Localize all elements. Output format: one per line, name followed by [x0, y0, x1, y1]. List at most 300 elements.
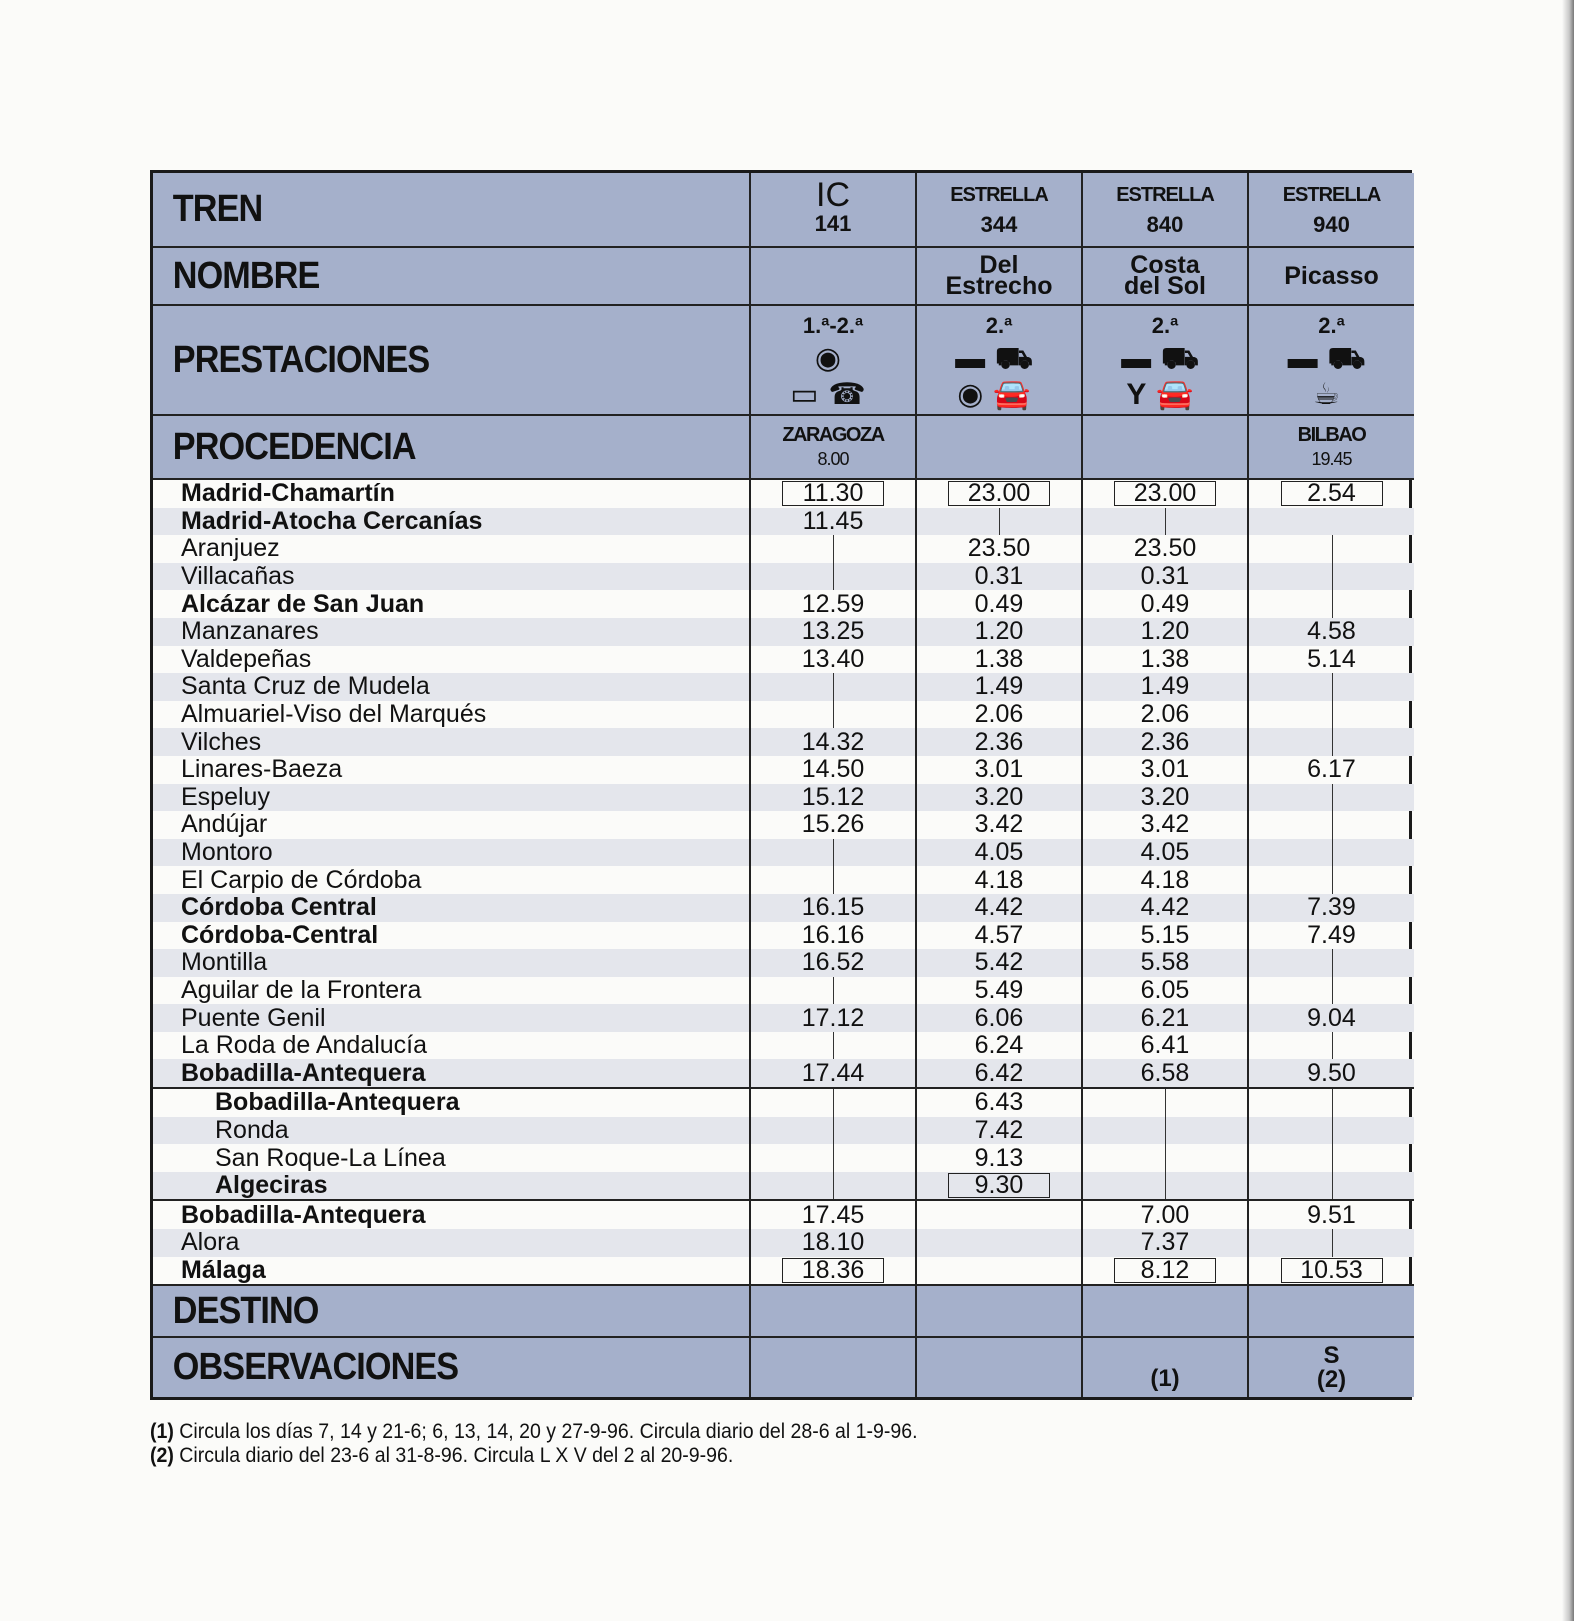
train-type: ESTRELLA: [950, 183, 1048, 206]
station-name: Alcázar de San Juan: [181, 590, 425, 618]
row-prestaciones: [153, 305, 1414, 415]
services-col-4: [1248, 305, 1414, 415]
time-cell: [1248, 1200, 1414, 1229]
departure-time: 0.31: [974, 562, 1024, 591]
station-name: Villacañas: [153, 563, 750, 591]
footnote-text: Circula los días 7, 14 y 21-6; 6, 13, 14, 20 y 27-9-96. Circula diario del 28-6 al 1-9-96.: [179, 1420, 918, 1443]
departure-time: 6.24: [974, 1031, 1024, 1060]
time-cell: [1082, 508, 1248, 536]
station-name: La Roda de Andalucía: [181, 1031, 428, 1060]
phone-icon: ☎: [828, 378, 876, 411]
footnote-marker: (1): [150, 1420, 174, 1443]
station-row: [153, 894, 1414, 922]
origin-col-3: [1082, 415, 1248, 479]
time-cell: [750, 922, 916, 950]
departure-time: 7.39: [1307, 893, 1356, 922]
time-cell: [1248, 1144, 1414, 1172]
station-row: [153, 1200, 1414, 1229]
train-name-line: del Sol: [1124, 272, 1206, 300]
time-cell: [1248, 728, 1414, 756]
row-tren: [153, 173, 1414, 247]
row-observaciones: [153, 1337, 1414, 1397]
time-cell: [1248, 811, 1414, 839]
time-cell: [750, 1257, 916, 1286]
time-cell: [916, 811, 1082, 839]
time-cell: [1082, 563, 1248, 591]
time-cell: [750, 1229, 916, 1257]
time-cell: [1082, 784, 1248, 812]
header-tren: [153, 173, 750, 247]
station-name: Almuariel-Viso del Marqués: [181, 700, 487, 729]
departure-time: 9.50: [1307, 1058, 1356, 1087]
station-name: Linares-Baeza: [181, 755, 343, 784]
passes-without-stopping-line: [999, 508, 1000, 536]
passes-without-stopping-line: [1332, 535, 1333, 563]
station-row: [153, 1059, 1414, 1088]
header-nombre: [153, 247, 750, 305]
station-row: [153, 535, 1414, 563]
footnote-2: [150, 1444, 918, 1468]
departure-time: 12.59: [801, 589, 865, 618]
time-cell: [1248, 949, 1414, 977]
station-name: Aranjuez: [181, 535, 280, 563]
station-row: [153, 1172, 1414, 1201]
station-row: [153, 1144, 1414, 1172]
time-cell: [1082, 535, 1248, 563]
departure-time: 17.45: [801, 1200, 865, 1229]
departure-time: 8.12: [1114, 1258, 1216, 1283]
time-cell: [750, 1117, 916, 1145]
station-row: [153, 811, 1414, 839]
time-cell: [1248, 922, 1414, 950]
train-name-line: Estrecho: [945, 272, 1053, 300]
time-cell: [1248, 1088, 1414, 1117]
time-cell: [916, 618, 1082, 646]
stations-body: [153, 479, 1414, 1285]
time-cell: [750, 1032, 916, 1060]
obs-ref: (1): [1150, 1365, 1180, 1393]
departure-time: 3.01: [1140, 755, 1190, 784]
time-cell: [1248, 784, 1414, 812]
time-cell: [1082, 894, 1248, 922]
obs-ref: (2): [1316, 1365, 1347, 1393]
departure-time: 1.38: [1140, 644, 1190, 673]
departure-time: 5.42: [974, 948, 1024, 977]
train-number: 840: [1146, 211, 1184, 237]
time-cell: [750, 839, 916, 867]
time-cell: [916, 1088, 1082, 1117]
train-col-1: [750, 173, 916, 247]
departure-time: 23.50: [1133, 534, 1197, 563]
time-cell: [1248, 894, 1414, 922]
train-class: 2.ª: [1151, 313, 1179, 338]
departure-time: 11.30: [782, 481, 884, 506]
passes-without-stopping-line: [1332, 673, 1333, 701]
train-class: 2.ª: [1318, 313, 1345, 338]
row-destino: [153, 1285, 1414, 1337]
station-name: Bobadilla-Antequera: [153, 1200, 750, 1229]
time-cell: [1082, 728, 1248, 756]
station-name: Santa Cruz de Mudela: [153, 673, 750, 701]
departure-time: 3.42: [1140, 810, 1190, 839]
departure-time: 17.12: [801, 1003, 865, 1032]
station-name: Valdepeñas: [181, 645, 312, 673]
departure-time: 7.42: [974, 1115, 1024, 1144]
time-cell: [1082, 1004, 1248, 1032]
origin-time: 8.00: [817, 449, 849, 469]
passes-without-stopping-line: [833, 1089, 834, 1117]
time-cell: [1082, 1117, 1248, 1145]
departure-time: 6.42: [974, 1058, 1024, 1087]
station-name: Madrid-Chamartín: [181, 479, 395, 508]
origin-col-1: [750, 415, 916, 479]
station-name: Espeluy: [153, 784, 750, 812]
passes-without-stopping-line: [1332, 1229, 1333, 1257]
time-cell: [750, 1200, 916, 1229]
departure-time: 2.06: [1140, 700, 1190, 729]
time-cell: [1248, 839, 1414, 867]
departure-time: 5.15: [1140, 920, 1190, 949]
time-cell: [1248, 590, 1414, 618]
departure-time: 2.36: [974, 727, 1024, 756]
time-cell: [1248, 1229, 1414, 1257]
time-cell: [750, 728, 916, 756]
time-cell: [1082, 590, 1248, 618]
time-cell: [750, 563, 916, 591]
departure-time: 4.18: [1140, 865, 1190, 894]
train-name: [1248, 247, 1414, 305]
passes-without-stopping-line: [1165, 508, 1166, 536]
origin-col-2: [916, 415, 1082, 479]
time-cell: [1248, 866, 1414, 894]
departure-time: 6.58: [1140, 1058, 1190, 1087]
time-cell: [916, 1200, 1082, 1229]
time-cell: [1082, 1144, 1248, 1172]
train-class: 1.ª-2.ª: [802, 313, 864, 338]
departure-time: 23.00: [1114, 481, 1216, 506]
sleeper-icon: ⛟: [995, 342, 1043, 375]
station-row: [153, 479, 1414, 508]
time-cell: [1082, 977, 1248, 1005]
origin-col-4: [1248, 415, 1414, 479]
time-cell: [750, 784, 916, 812]
time-cell: [916, 563, 1082, 591]
time-cell: [1248, 1257, 1414, 1286]
time-cell: [750, 535, 916, 563]
station-row: [153, 508, 1414, 536]
services-col-1: [750, 305, 916, 415]
departure-time: 17.44: [801, 1058, 865, 1087]
time-cell: [916, 535, 1082, 563]
station-name: Córdoba Central: [153, 894, 750, 922]
station-name: Manzanares: [153, 618, 750, 646]
time-cell: [1248, 673, 1414, 701]
passes-without-stopping-line: [1165, 1144, 1166, 1172]
train-number: 940: [1313, 211, 1350, 237]
station-row: [153, 646, 1414, 674]
time-cell: [916, 728, 1082, 756]
departure-time: 6.43: [974, 1088, 1024, 1117]
departure-time: 3.20: [1140, 782, 1190, 811]
passes-without-stopping-line: [833, 701, 834, 729]
time-cell: [1248, 479, 1414, 508]
time-cell: [1082, 1229, 1248, 1257]
passes-without-stopping-line: [1332, 1172, 1333, 1200]
time-cell: [750, 1172, 916, 1201]
station-row: [153, 839, 1414, 867]
destino-cell: [750, 1285, 916, 1337]
passes-without-stopping-line: [833, 977, 834, 1005]
train-name-line: Picasso: [1284, 261, 1379, 290]
cafeteria-icon: ☕: [1313, 378, 1350, 411]
sleeper-icon: ⛟: [1161, 342, 1209, 375]
station-row: [153, 866, 1414, 894]
departure-time: 6.06: [974, 1003, 1024, 1032]
station-row: [153, 756, 1414, 784]
train-name: [1082, 247, 1248, 305]
time-cell: [750, 811, 916, 839]
passes-without-stopping-line: [833, 673, 834, 701]
station-row: [153, 563, 1414, 591]
bar-icon: Y: [1126, 378, 1157, 411]
time-cell: [1082, 811, 1248, 839]
label-destino: DESTINO: [172, 1289, 319, 1332]
station-name: Montoro: [153, 839, 750, 867]
passes-without-stopping-line: [1332, 811, 1333, 839]
time-cell: [1248, 646, 1414, 674]
time-cell: [750, 508, 916, 536]
station-name: Aguilar de la Frontera: [181, 976, 422, 1004]
station-row: [153, 1257, 1414, 1286]
time-cell: [1248, 535, 1414, 563]
departure-time: 2.06: [974, 700, 1024, 729]
station-name: Algeciras: [153, 1172, 750, 1201]
time-cell: [916, 1172, 1082, 1201]
time-cell: [1248, 977, 1414, 1005]
departure-time: 6.41: [1140, 1031, 1190, 1060]
station-name: Alora: [153, 1229, 750, 1257]
time-cell: [916, 756, 1082, 784]
train-class: 2.ª: [985, 313, 1013, 338]
time-cell: [916, 839, 1082, 867]
time-cell: [750, 590, 916, 618]
time-cell: [750, 977, 916, 1005]
departure-time: 16.52: [801, 948, 865, 977]
time-cell: [916, 866, 1082, 894]
departure-time: 15.26: [801, 810, 865, 839]
time-cell: [916, 1032, 1082, 1060]
label-tren: TREN: [172, 188, 263, 230]
departure-time: 11.45: [802, 506, 864, 535]
time-cell: [750, 618, 916, 646]
departure-time: 5.14: [1307, 644, 1356, 673]
footnotes: [150, 1420, 918, 1468]
services-col-3: [1082, 305, 1248, 415]
station-name: El Carpio de Córdoba: [181, 866, 422, 894]
station-row: [153, 590, 1414, 618]
destino-cell: [1082, 1285, 1248, 1337]
time-cell: [916, 1117, 1082, 1145]
timetable: [150, 170, 1412, 1400]
passes-without-stopping-line: [833, 866, 834, 894]
destino-cell: [916, 1285, 1082, 1337]
services-icons: [751, 341, 915, 413]
time-cell: [1248, 1004, 1414, 1032]
passes-without-stopping-line: [1165, 1172, 1166, 1200]
time-cell: [1082, 1088, 1248, 1117]
time-cell: [1248, 563, 1414, 591]
time-cell: [1248, 756, 1414, 784]
car-transport-icon: 🚘: [993, 378, 1041, 411]
time-cell: [1082, 1032, 1248, 1060]
passes-without-stopping-line: [1332, 949, 1333, 977]
time-cell: [750, 1088, 916, 1117]
footnote-marker: (2): [150, 1444, 174, 1467]
station-row: [153, 1229, 1414, 1257]
tv-icon: ▭: [790, 378, 829, 411]
station-name: San Roque-La Línea: [215, 1144, 446, 1172]
time-cell: [916, 701, 1082, 729]
time-cell: [916, 646, 1082, 674]
time-cell: [1082, 479, 1248, 508]
services-col-2: [916, 305, 1082, 415]
restaurant-icon: ◉: [814, 342, 852, 375]
time-cell: [1248, 1032, 1414, 1060]
departure-time: 9.51: [1307, 1200, 1356, 1229]
passes-without-stopping-line: [1165, 1089, 1166, 1117]
passes-without-stopping-line: [833, 535, 834, 563]
obs-ref: S: [1323, 1341, 1340, 1369]
time-cell: [1248, 701, 1414, 729]
services-icons: [1083, 341, 1247, 413]
label-prestaciones: PRESTACIONES: [172, 338, 430, 381]
departure-time: 4.05: [1140, 838, 1190, 867]
train-col-3: [1082, 173, 1248, 247]
station-row: [153, 728, 1414, 756]
time-cell: [916, 673, 1082, 701]
car-transport-icon: 🚘: [1156, 378, 1204, 411]
train-type: IC: [816, 175, 850, 214]
station-row: [153, 784, 1414, 812]
departure-time: 10.53: [1281, 1258, 1383, 1283]
departure-time: 14.50: [801, 755, 865, 784]
departure-time: 2.36: [1140, 727, 1190, 756]
header-destino: [153, 1285, 750, 1337]
passes-without-stopping-line: [833, 839, 834, 867]
station-name: Ronda: [153, 1117, 750, 1145]
departure-time: 1.20: [1140, 617, 1190, 646]
time-cell: [1082, 1059, 1248, 1088]
services-icons: [1249, 341, 1414, 413]
departure-time: 3.20: [974, 782, 1024, 811]
departure-time: 14.32: [801, 727, 865, 756]
time-cell: [916, 479, 1082, 508]
departure-time: 0.49: [974, 589, 1024, 618]
train-number: 344: [980, 211, 1018, 237]
station-row: [153, 949, 1414, 977]
time-cell: [1082, 839, 1248, 867]
time-cell: [916, 590, 1082, 618]
passes-without-stopping-line: [1332, 839, 1333, 867]
departure-time: 4.42: [1140, 893, 1190, 922]
station-row: [153, 673, 1414, 701]
train-col-4: [1248, 173, 1414, 247]
departure-time: 16.15: [801, 893, 865, 922]
timetable-table: [153, 173, 1414, 1397]
restaurant-icon: ◉: [957, 378, 994, 411]
passes-without-stopping-line: [1165, 1117, 1166, 1145]
passes-without-stopping-line: [1332, 866, 1333, 894]
time-cell: [750, 673, 916, 701]
departure-time: 6.21: [1140, 1003, 1190, 1032]
departure-time: 6.17: [1307, 755, 1356, 784]
train-name: [750, 247, 916, 305]
departure-time: 13.25: [801, 617, 865, 646]
departure-time: 4.57: [974, 920, 1024, 949]
time-cell: [1082, 756, 1248, 784]
time-cell: [916, 1059, 1082, 1088]
obs-cell: [1082, 1337, 1248, 1397]
time-cell: [750, 701, 916, 729]
destino-cell: [1248, 1285, 1414, 1337]
time-cell: [916, 1257, 1082, 1286]
departure-time: 5.58: [1140, 948, 1190, 977]
sleeper-icon: ⛟: [1327, 342, 1376, 375]
label-nombre: NOMBRE: [172, 254, 320, 297]
footnote-text: Circula diario del 23-6 al 31-8-96. Circula L X V del 2 al 20-9-96.: [179, 1444, 734, 1467]
page-edge: [1562, 0, 1574, 1621]
passes-without-stopping-line: [1332, 1144, 1333, 1172]
passes-without-stopping-line: [833, 1144, 834, 1172]
passes-without-stopping-line: [833, 1117, 834, 1145]
origin-city: BILBAO: [1297, 424, 1366, 446]
time-cell: [916, 949, 1082, 977]
time-cell: [750, 1004, 916, 1032]
time-cell: [916, 508, 1082, 536]
time-cell: [916, 784, 1082, 812]
couchette-icon: ▬: [1121, 342, 1162, 375]
station-name: Vilches: [153, 728, 750, 756]
time-cell: [1082, 866, 1248, 894]
departure-time: 18.10: [801, 1228, 865, 1257]
time-cell: [1082, 1257, 1248, 1286]
departure-time: 4.42: [974, 893, 1024, 922]
departure-time: 1.38: [974, 644, 1024, 673]
passes-without-stopping-line: [1332, 784, 1333, 812]
time-cell: [1082, 922, 1248, 950]
passes-without-stopping-line: [1332, 1032, 1333, 1060]
time-cell: [1082, 673, 1248, 701]
train-type: ESTRELLA: [1116, 183, 1214, 206]
header-observaciones: [153, 1337, 750, 1397]
time-cell: [1248, 618, 1414, 646]
time-cell: [916, 977, 1082, 1005]
time-cell: [916, 894, 1082, 922]
time-cell: [1248, 508, 1414, 536]
row-nombre: [153, 247, 1414, 305]
station-row: [153, 1088, 1414, 1117]
row-procedencia: [153, 415, 1414, 479]
station-name: Bobadilla-Antequera: [153, 1088, 750, 1117]
time-cell: [1248, 1117, 1414, 1145]
departure-time: 23.50: [967, 534, 1031, 563]
departure-time: 5.49: [974, 975, 1024, 1004]
station-name: Málaga: [181, 1256, 266, 1284]
train-col-2: [916, 173, 1082, 247]
header-prestaciones: [153, 305, 750, 415]
train-name-line: Del: [979, 251, 1019, 279]
couchette-icon: ▬: [1287, 342, 1328, 375]
